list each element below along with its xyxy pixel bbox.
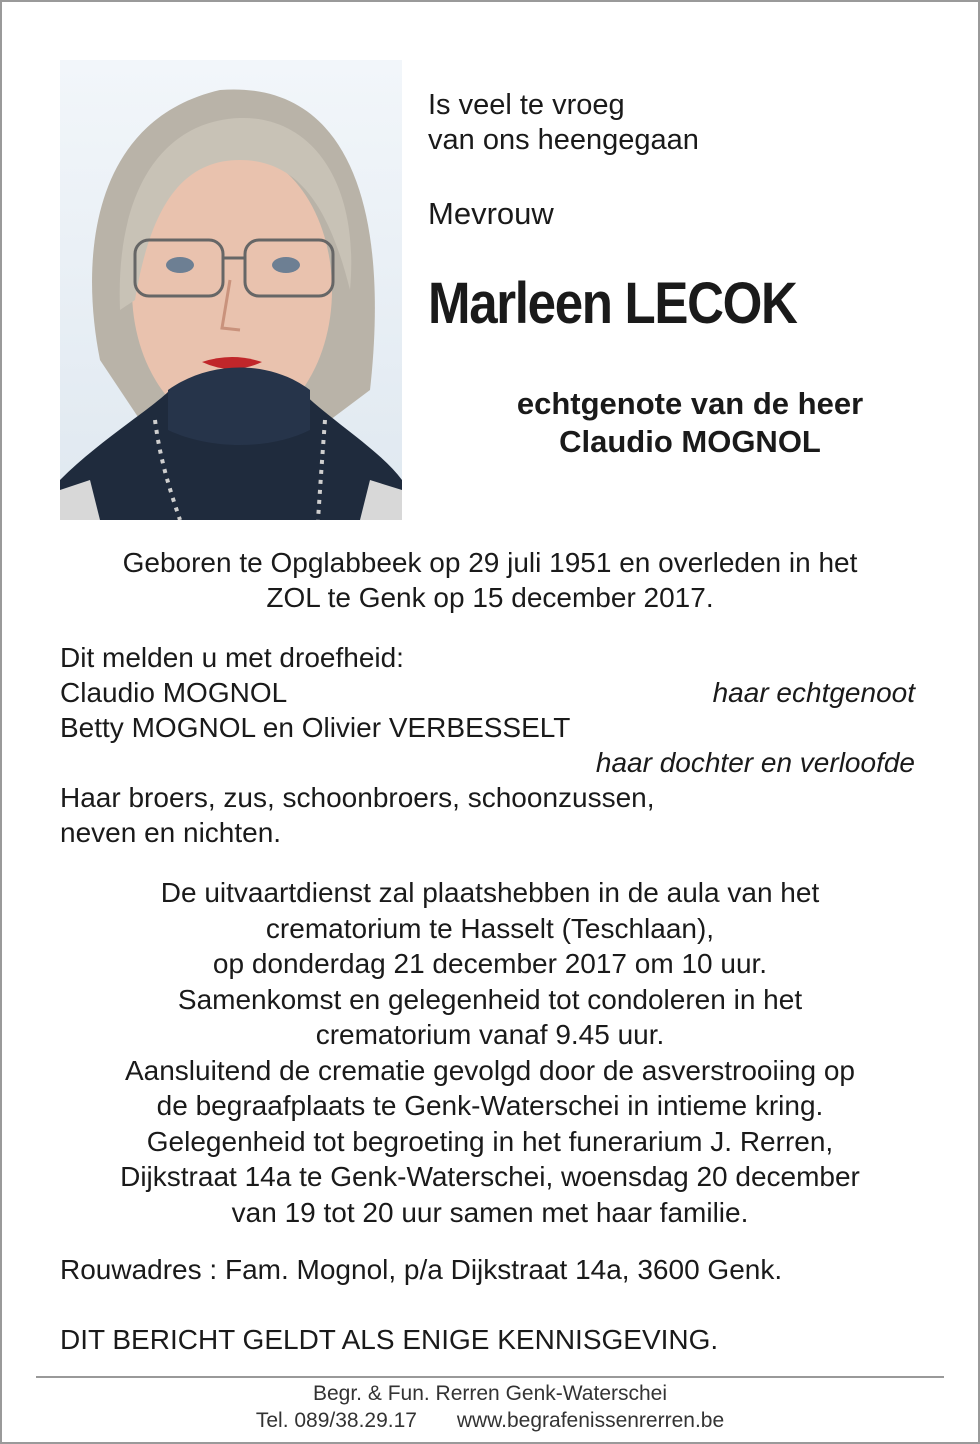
family-member-name: Claudio MOGNOL — [60, 677, 288, 708]
spouse-block — [440, 385, 940, 461]
service-line: de begraafplaats te Genk-Waterschei in intieme kring. — [156, 1090, 824, 1121]
family-member — [60, 675, 915, 710]
header-text — [428, 88, 948, 231]
birth-death-line-1: Geboren te Opglabbeek op 29 juli 1951 en overleden in het — [122, 547, 858, 578]
intro-line-2: van ons heengegaan — [428, 124, 699, 156]
footer-phone: Tel. 089/38.29.17 — [255, 1409, 417, 1432]
service-line: crematorium te Hasselt (Teschlaan), — [265, 912, 715, 944]
birth-death-text — [40, 545, 940, 615]
family-intro: Dit melden u met droefheid: — [60, 642, 404, 673]
service-line: Gelegenheid tot begroeting in het funerarium J. Rerren, — [146, 1125, 834, 1157]
footer-contact — [36, 1407, 944, 1434]
footer-company: Begr. & Fun. Rerren Genk-Waterschei — [312, 1382, 668, 1405]
title-prefix: Mevrouw — [428, 196, 554, 231]
family-block — [60, 640, 915, 850]
intro-line-1: Is veel te vroeg — [428, 89, 625, 121]
service-line: Samenkomst en gelegenheid tot condoleren in het — [177, 983, 803, 1015]
footer-divider — [36, 1376, 944, 1378]
footer — [36, 1380, 944, 1434]
service-line: De uitvaartdienst zal plaatshebben in de aula van het — [160, 877, 820, 908]
mourning-address: Rouwadres : Fam. Mognol, p/a Dijkstraat 14a, 3600 Genk. — [60, 1254, 783, 1285]
portrait-photo — [60, 60, 402, 520]
family-member-relation: haar dochter en verloofde — [595, 747, 915, 778]
spouse-line-1: echtgenote van de heer — [516, 386, 864, 421]
service-line: Dijkstraat 14a te Genk-Waterschei, woensdag 20 december — [120, 1161, 860, 1192]
service-line: van 19 tot 20 uur samen met haar familie. — [231, 1196, 749, 1228]
service-details — [40, 875, 940, 1230]
service-line: crematorium vanaf 9.45 uur. — [315, 1019, 665, 1050]
birth-death-line-2: ZOL te Genk op 15 december 2017. — [266, 582, 714, 613]
family-member-relation: haar echtgenoot — [712, 677, 915, 708]
footer-website: www.begrafenissenrerren.be — [456, 1409, 725, 1432]
spouse-line-2: Claudio MOGNOL — [559, 424, 821, 459]
notice-text: DIT BERICHT GELDT ALS ENIGE KENNISGEVING. — [60, 1324, 719, 1355]
service-line: Aansluitend de crematie gevolgd door de asverstrooiing op — [124, 1054, 855, 1086]
deceased-name: Marleen LECOK — [428, 271, 797, 336]
family-others-line-2: neven en nichten. — [60, 817, 282, 848]
service-line: op donderdag 21 december 2017 om 10 uur. — [212, 948, 768, 979]
family-others-line-1: Haar broers, zus, schoonbroers, schoonzussen, — [60, 782, 655, 813]
family-member-name: Betty MOGNOL en Olivier VERBESSELT — [60, 712, 571, 743]
